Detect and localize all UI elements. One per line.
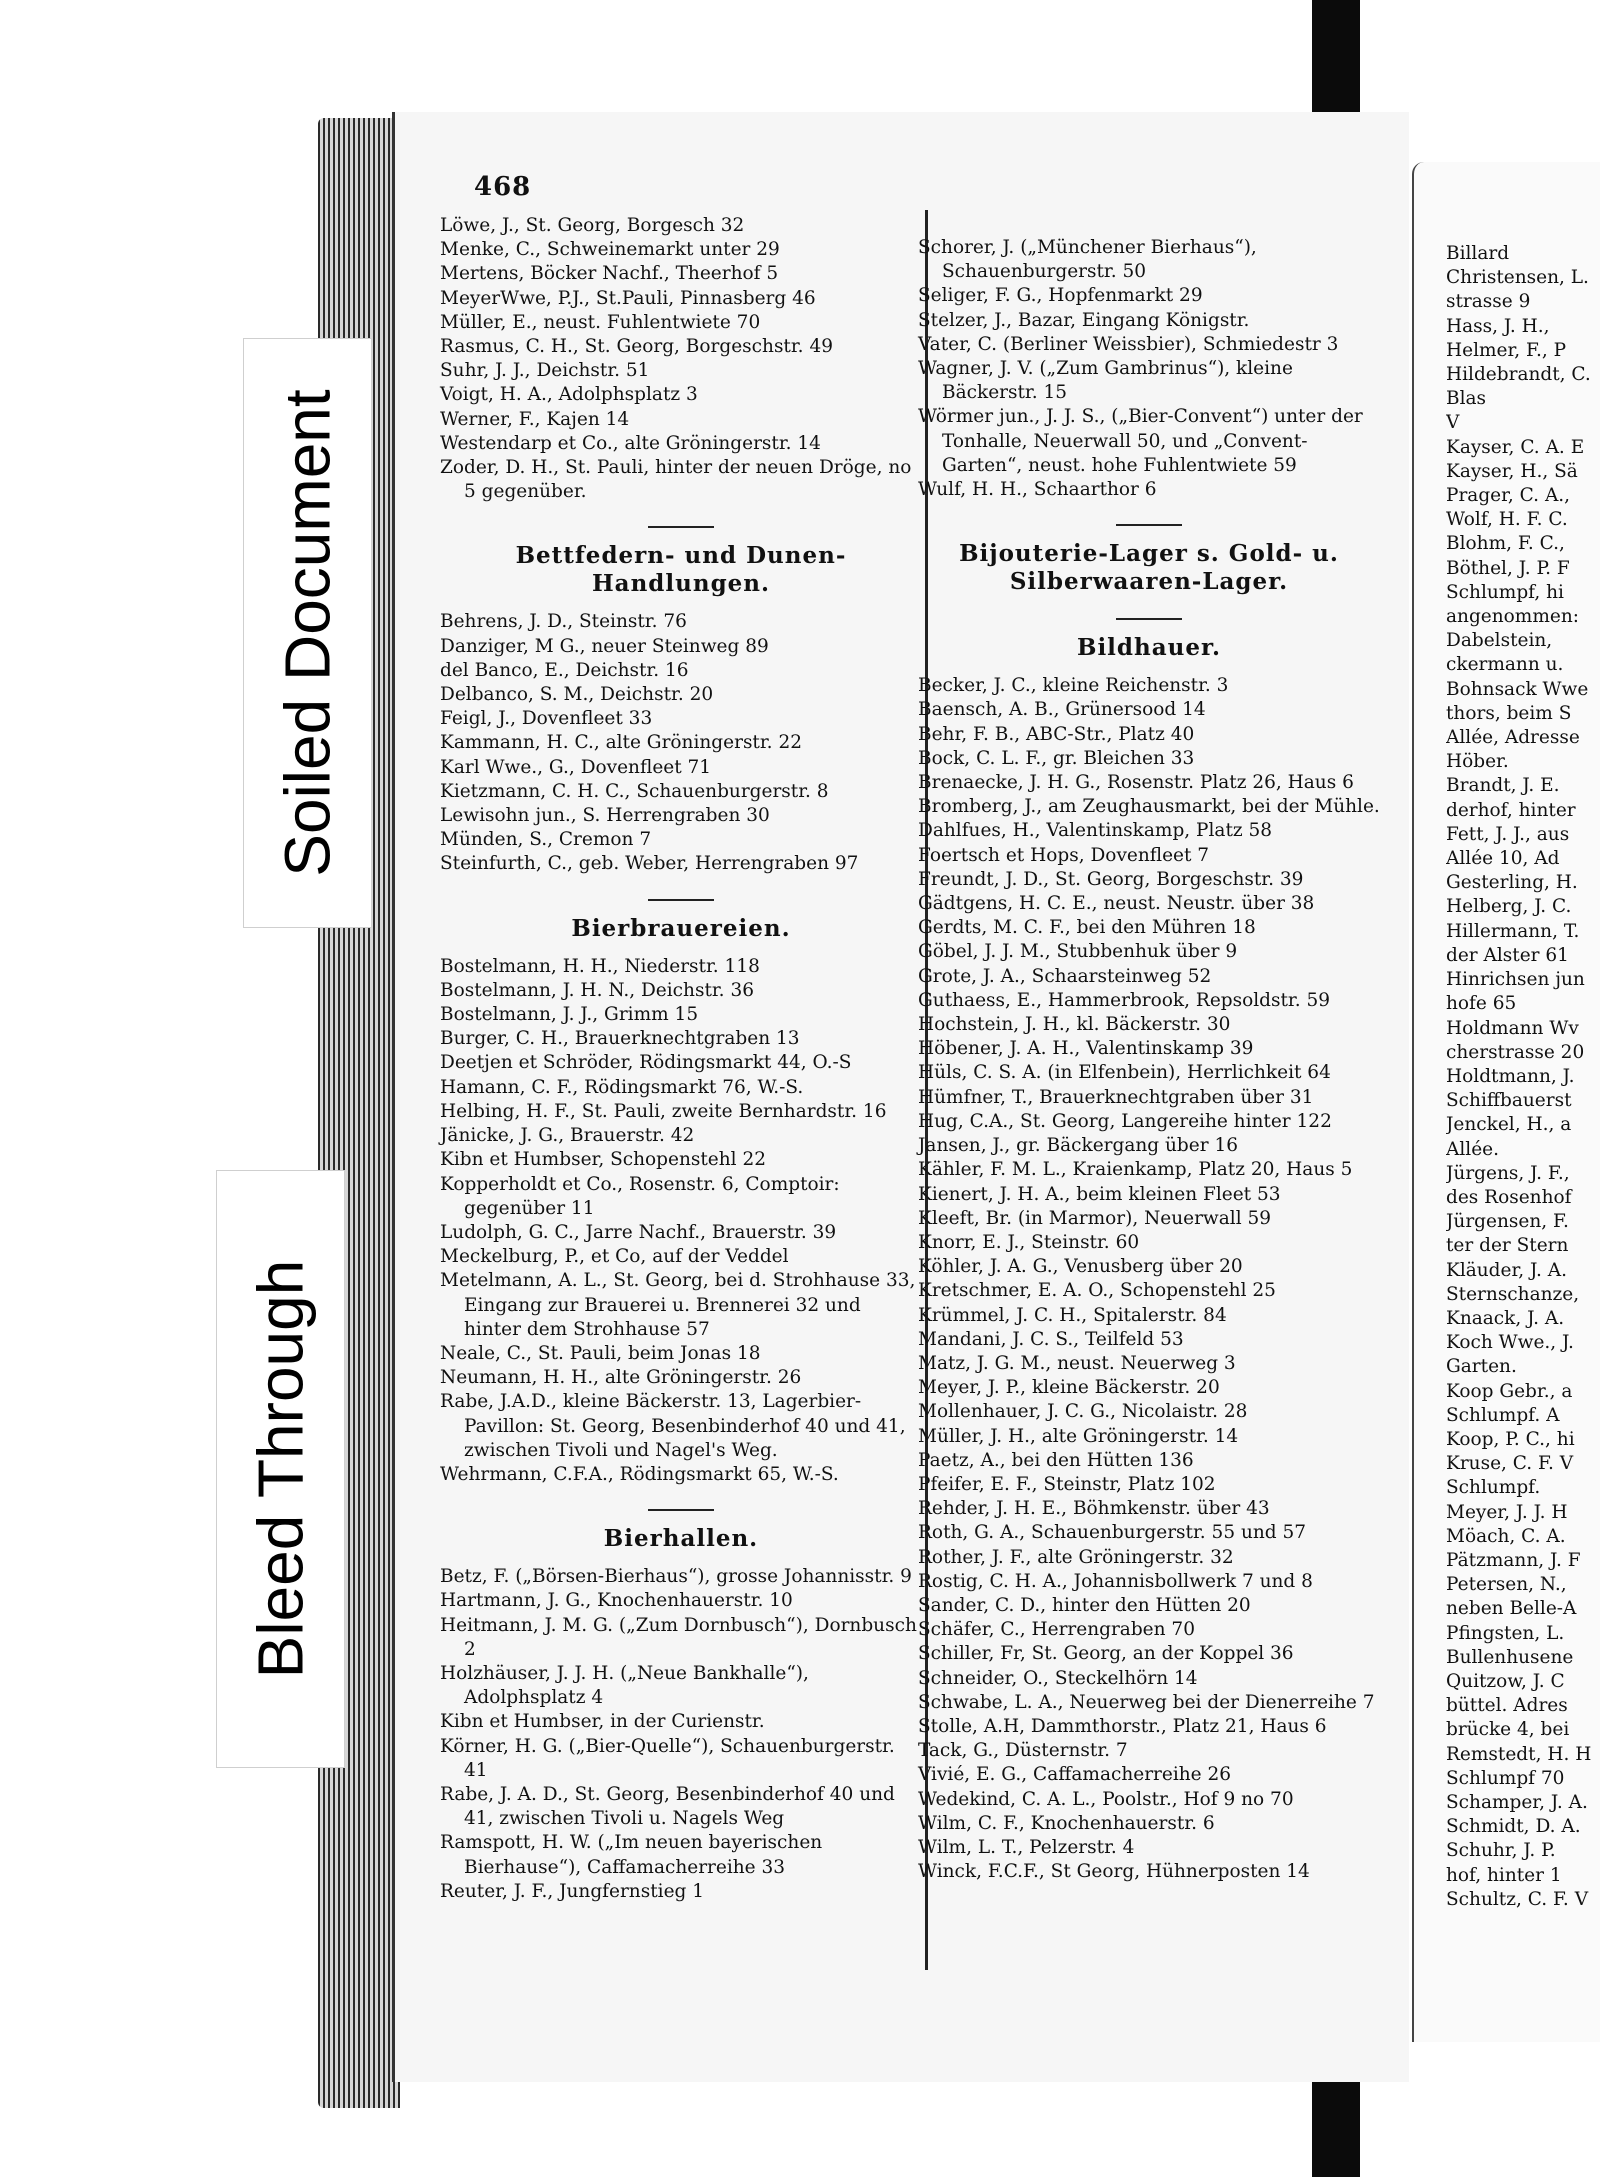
partial-entry-line: Holdmann Wv — [1446, 1017, 1579, 1039]
directory-entry: Jansen, J., gr. Bäckergang über 16 — [918, 1135, 1238, 1157]
directory-entry: Feigl, J., Dovenfleet 33 — [440, 708, 653, 730]
directory-entry: Rostig, C. H. A., Johannisbollwerk 7 und 8 — [918, 1570, 1313, 1592]
partial-entry-line: Hinrichsen jun — [1446, 969, 1585, 991]
soiled-document-label — [243, 338, 372, 928]
partial-entry-line: Hildebrandt, C. — [1446, 364, 1591, 386]
partial-entry-line: Jenckel, H., a — [1446, 1114, 1572, 1136]
directory-entry: Voigt, H. A., Adolphsplatz 3 — [440, 384, 698, 406]
directory-entry: Deetjen et Schröder, Rödingsmarkt 44, O.-S — [440, 1052, 852, 1074]
directory-entry: Schorer, J. („Münchener Bierhaus“), Schauenburgerstr. 50 — [918, 237, 1257, 283]
partial-entry-line: ckermann u. — [1446, 654, 1564, 676]
directory-entry: Krümmel, J. C. H., Spitalerstr. 84 — [918, 1304, 1227, 1326]
directory-entry: Wörmer jun., J. J. S., („Bier-Convent“) unter der Tonhalle, Neuerwall 50, und „Convent-Garten“, neust. hohe Fuhlentwiete 59 — [918, 406, 1363, 476]
directory-entry: Mandani, J. C. S., Teilfeld 53 — [918, 1328, 1184, 1350]
partial-entry-line: Fett, J. J., aus — [1446, 823, 1570, 845]
partial-entry-line: Kayser, C. A. E — [1446, 436, 1585, 458]
directory-entry: Müller, E., neust. Fuhlentwiete 70 — [440, 311, 761, 333]
middle-column — [918, 236, 1380, 1884]
directory-entry: Rabe, J. A. D., St. Georg, Besenbinderhof 40 und 41, zwischen Tivoli u. Nagels Weg — [440, 1783, 895, 1830]
directory-entry: Mertens, Böcker Nachf., Theerhof 5 — [440, 263, 779, 285]
partial-entry-line: des Rosenhof — [1446, 1186, 1572, 1208]
directory-entry: Holzhäuser, J. J. H. („Neue Bankhalle“), Adolphsplatz 4 — [440, 1662, 809, 1709]
partial-entry-line: Bullenhusene — [1446, 1646, 1574, 1668]
directory-entry: Wilm, L. T., Pelzerstr. 4 — [918, 1836, 1135, 1858]
directory-entry: Mollenhauer, J. C. G., Nicolaistr. 28 — [918, 1401, 1248, 1423]
partial-entry-line: Bohnsack Wwe — [1446, 678, 1589, 700]
partial-entry-line: Schuhr, J. P. — [1446, 1840, 1556, 1862]
partial-entry-line: Knaack, J. A. — [1446, 1307, 1565, 1329]
directory-entry: Münden, S., Cremon 7 — [440, 829, 652, 851]
partial-entry-line: Allée. — [1446, 1138, 1499, 1160]
partial-entry-line: Helmer, F., P — [1446, 339, 1567, 361]
partial-entry-line: Helberg, J. C. — [1446, 896, 1572, 918]
directory-entry: Roth, G. A., Schauenburgerstr. 55 und 57 — [918, 1522, 1307, 1544]
directory-entry: Kammann, H. C., alte Gröningerstr. 22 — [440, 732, 802, 754]
directory-entry: Hochstein, J. H., kl. Bäckerstr. 30 — [918, 1014, 1231, 1036]
partial-entry-line: Schamper, J. A. — [1446, 1792, 1588, 1813]
directory-entry: Müller, J. H., alte Gröningerstr. 14 — [918, 1425, 1239, 1447]
partial-entry-line: Holdtmann, J. — [1446, 1065, 1575, 1087]
directory-entry: Bromberg, J., am Zeughausmarkt, bei der Mühle. — [918, 796, 1380, 818]
partial-entry-line: Blohm, F. C., — [1446, 533, 1565, 555]
partial-entry-line: cherstrasse 20 — [1446, 1041, 1585, 1063]
left-top-entries — [440, 214, 922, 504]
directory-entry: Rother, J. F., alte Gröningerstr. 32 — [918, 1546, 1234, 1568]
partial-entry-line: Möach, C. A. — [1446, 1525, 1566, 1547]
partial-entry-line: Kläuder, J. A. — [1446, 1259, 1568, 1281]
directory-entry: Bock, C. L. F., gr. Bleichen 33 — [918, 747, 1195, 769]
directory-entry: Behr, F. B., ABC-Str., Platz 40 — [918, 723, 1195, 745]
partial-entry-line: neben Belle-A — [1446, 1598, 1577, 1620]
directory-entry: Westendarp et Co., alte Gröningerstr. 14 — [440, 432, 821, 454]
directory-entry: Winck, F.C.F., St Georg, Hühnerposten 14 — [918, 1861, 1310, 1883]
section-heading: Bierbrauereien. — [571, 914, 791, 942]
partial-entry-line: Schultz, C. F. V — [1446, 1888, 1589, 1910]
directory-entry: Dahlfues, H., Valentinskamp, Platz 58 — [918, 820, 1273, 842]
partial-entry-line: Pfingsten, L. — [1446, 1622, 1565, 1644]
directory-entry: Wehrmann, C.F.A., Rödingsmarkt 65, W.-S. — [440, 1463, 839, 1485]
directory-entry: Rehder, J. H. E., Böhmkenstr. über 43 — [918, 1498, 1270, 1520]
partial-entry-line: Koop Gebr., a — [1446, 1380, 1573, 1402]
section-rule — [648, 526, 714, 528]
partial-entry-line: Schlumpf. — [1446, 1477, 1541, 1499]
directory-entry: Reuter, J. F., Jungfernstieg 1 — [440, 1880, 705, 1902]
partial-entry-line: angenommen: — [1446, 606, 1579, 628]
directory-entry: Wilm, C. F., Knochenhauerstr. 6 — [918, 1812, 1215, 1834]
directory-entry: Bostelmann, H. H., Niederstr. 118 — [440, 955, 760, 977]
directory-entry: Kibn et Humbser, Schopenstehl 22 — [440, 1149, 767, 1171]
partial-entry-line: Schiffbauerst — [1446, 1090, 1572, 1112]
partial-entry-line: Christensen, L. — [1446, 267, 1589, 289]
directory-entry: Tack, G., Düsternstr. 7 — [918, 1740, 1128, 1762]
partial-entry-line: Jürgensen, F. — [1446, 1211, 1569, 1233]
partial-entry-line: Schmidt, D. A. — [1446, 1816, 1581, 1838]
directory-entry: Meyer, J. P., kleine Bäckerstr. 20 — [918, 1377, 1220, 1399]
directory-entry: Guthaess, E., Hammerbrook, Repsoldstr. 59 — [918, 989, 1331, 1011]
partial-entry-line: Hass, J. H., — [1446, 315, 1550, 337]
directory-entry: Becker, J. C., kleine Reichenstr. 3 — [918, 675, 1229, 697]
directory-entry: Pfeifer, E. F., Steinstr, Platz 102 — [918, 1473, 1216, 1495]
directory-entry: MeyerWwe, P.J., St.Pauli, Pinnasberg 46 — [440, 287, 816, 309]
directory-entry: Suhr, J. J., Deichstr. 51 — [440, 360, 650, 382]
directory-entry: Werner, F., Kajen 14 — [440, 408, 630, 430]
partial-entry-line: Kayser, H., Sä — [1446, 460, 1578, 482]
directory-entry: Brenaecke, J. H. G., Rosenstr. Platz 26, Haus 6 — [918, 772, 1354, 794]
directory-entry: Körner, H. G. („Bier-Quelle“), Schauenburgerstr. 41 — [440, 1735, 895, 1781]
directory-entry: Steinfurth, C., geb. Weber, Herrengraben 97 — [440, 853, 859, 875]
directory-entry: Kienert, J. H. A., beim kleinen Fleet 53 — [918, 1183, 1281, 1205]
directory-entry: Ludolph, G. C., Jarre Nachf., Brauerstr. 39 — [440, 1221, 837, 1243]
section-rule — [1116, 618, 1182, 620]
right-column-lines — [1446, 242, 1600, 1912]
directory-entry: Schneider, O., Steckelhörn 14 — [918, 1667, 1198, 1689]
directory-entry: Löwe, J., St. Georg, Borgesch 32 — [440, 215, 745, 236]
section-heading: Bierhallen. — [603, 1525, 759, 1553]
partial-entry-line: Schlumpf. A — [1446, 1404, 1560, 1426]
section-heading: Bildhauer. — [1077, 634, 1221, 662]
directory-entry: Freundt, J. D., St. Georg, Borgeschstr. 39 — [918, 868, 1304, 890]
left-sections — [440, 526, 922, 1904]
partial-entry-line: Kruse, C. F. V — [1446, 1453, 1574, 1475]
directory-entry: Höbener, J. A. H., Valentinskamp 39 — [918, 1038, 1254, 1060]
bleed-through-label — [216, 1170, 345, 1768]
directory-entry: Betz, F. („Börsen-Bierhaus“), grosse Johannisstr. 9 — [440, 1566, 912, 1588]
directory-entry: Hümfner, T., Brauerknechtgraben über 31 — [918, 1086, 1314, 1108]
partial-entry-line: Prager, C. A., — [1446, 485, 1571, 507]
directory-entry: Metelmann, A. L., St. Georg, bei d. Strohhause 33, Eingang zur Brauerei u. Brennerei 32 und hinter dem Strohhause 57 — [440, 1270, 916, 1340]
directory-entry: Bostelmann, J. H. N., Deichstr. 36 — [440, 979, 754, 1001]
directory-entry: Kleeft, Br. (in Marmor), Neuerwall 59 — [918, 1207, 1272, 1229]
directory-entry: Sander, C. D., hinter den Hütten 20 — [918, 1594, 1251, 1616]
partial-entry-line: büttel. Adres — [1446, 1695, 1568, 1717]
directory-entry: Lewisohn jun., S. Herrengraben 30 — [440, 805, 770, 827]
partial-entry-line: ter der Stern — [1446, 1235, 1569, 1257]
directory-entry: Vater, C. (Berliner Weissbier), Schmiedestr 3 — [918, 333, 1339, 355]
directory-entry: Danziger, M G., neuer Steinweg 89 — [440, 635, 769, 657]
section-heading: Bettfedern- und Dunen-Handlungen. — [515, 542, 847, 598]
directory-entry: Zoder, D. H., St. Pauli, hinter der neuen Dröge, no 5 gegenüber. — [440, 457, 912, 503]
partial-entry-line: Brandt, J. E. — [1446, 775, 1560, 797]
directory-entry: Hüls, C. S. A. (in Elfenbein), Herrlichkeit 64 — [918, 1062, 1331, 1084]
partial-entry-line: hofe 65 — [1446, 993, 1517, 1015]
directory-entry: Grote, J. A., Schaarsteinweg 52 — [918, 965, 1212, 987]
directory-entry: Paetz, A., bei den Hütten 136 — [918, 1449, 1194, 1471]
directory-entry: Rasmus, C. H., St. Georg, Borgeschstr. 49 — [440, 336, 833, 358]
directory-entry: Neale, C., St. Pauli, beim Jonas 18 — [440, 1342, 761, 1364]
directory-entry: Hamann, C. F., Rödingsmarkt 76, W.-S. — [440, 1076, 804, 1098]
partial-entry-line: Quitzow, J. C — [1446, 1670, 1565, 1692]
section-rule — [648, 899, 714, 901]
directory-entry: Burger, C. H., Brauerknechtgraben 13 — [440, 1028, 800, 1050]
partial-entry-line: Schlumpf, hi — [1446, 581, 1564, 603]
directory-entry: Menke, C., Schweinemarkt unter 29 — [440, 239, 780, 261]
directory-entry: Kretschmer, E. A. O., Schopenstehl 25 — [918, 1280, 1276, 1302]
partial-entry-line: Allée 10, Ad — [1446, 848, 1560, 870]
directory-entry: Heitmann, J. M. G. („Zum Dornbusch“), Dornbusch 2 — [440, 1614, 917, 1660]
directory-entry: Wedekind, C. A. L., Poolstr., Hof 9 no 70 — [918, 1788, 1294, 1810]
directory-entry: Knorr, E. J., Steinstr. 60 — [918, 1231, 1140, 1253]
section-heading: Bijouterie-Lager s. Gold- u. Silberwaaren-Lager. — [959, 540, 1339, 596]
partial-entry-line: thors, beim S — [1446, 702, 1572, 724]
directory-entry: Kietzmann, C. H. C., Schauenburgerstr. 8 — [440, 780, 829, 802]
section-rule — [648, 1509, 714, 1511]
directory-entry: Meckelburg, P., et Co, auf der Veddel — [440, 1246, 789, 1268]
partial-entry-line: Jürgens, J. F., — [1446, 1162, 1570, 1184]
directory-entry: Delbanco, S. M., Deichstr. 20 — [440, 684, 714, 706]
directory-entry: Kopperholdt et Co., Rosenstr. 6, Comptoir: gegenüber 11 — [440, 1173, 840, 1219]
partial-entry-line: der Alster 61 — [1446, 944, 1569, 966]
partial-entry-line: Schlumpf 70 — [1446, 1767, 1565, 1789]
directory-entry: del Banco, E., Deichstr. 16 — [440, 659, 689, 681]
partial-entry-line: Garten. — [1446, 1356, 1517, 1378]
directory-entry: Gädtgens, H. C. E., neust. Neustr. über 38 — [918, 893, 1315, 915]
partial-entry-line: Hillermann, T. — [1446, 920, 1580, 942]
directory-entry: Ramspott, H. W. („Im neuen bayerischen Bierhause“), Caffamacherreihe 33 — [440, 1832, 823, 1878]
partial-entry-line: Gesterling, H. — [1446, 872, 1578, 894]
directory-entry: Foertsch et Hops, Dovenfleet 7 — [918, 844, 1210, 866]
partial-entry-line: Billard — [1446, 243, 1510, 264]
partial-entry-line: Koop, P. C., hi — [1446, 1428, 1575, 1450]
directory-entry: Vivié, E. G., Caffamacherreihe 26 — [918, 1764, 1232, 1786]
partial-entry-line: Pätzmann, J. F — [1446, 1549, 1581, 1571]
partial-entry-line: strasse 9 — [1446, 291, 1531, 313]
right-column-partial — [1446, 242, 1600, 1912]
partial-entry-line: Höber. — [1446, 751, 1509, 773]
directory-entry: Gerdts, M. C. F., bei den Mühren 18 — [918, 917, 1256, 939]
directory-entry: Köhler, J. A. G., Venusberg über 20 — [918, 1256, 1243, 1278]
directory-entry: Baensch, A. B., Grünersood 14 — [918, 699, 1206, 721]
page-number: 468 — [474, 172, 532, 202]
directory-entry: Wagner, J. V. („Zum Gambrinus“), kleine Bäckerstr. 15 — [918, 358, 1293, 404]
partial-entry-line: Böthel, J. P. F — [1446, 557, 1570, 579]
directory-entry: Behrens, J. D., Steinstr. 76 — [440, 611, 687, 633]
directory-entry: Schäfer, C., Herrengraben 70 — [918, 1619, 1195, 1641]
partial-entry-line: Blas — [1446, 388, 1487, 410]
bleed-through-label-text: Bleed Through — [244, 1259, 317, 1679]
directory-entry: Matz, J. G. M., neust. Neuerweg 3 — [918, 1352, 1236, 1374]
directory-entry: Wulf, H. H., Schaarthor 6 — [918, 479, 1157, 501]
directory-entry: Stelzer, J., Bazar, Eingang Königstr. — [918, 309, 1250, 331]
partial-entry-line: hof, hinter 1 — [1446, 1864, 1562, 1886]
partial-entry-line: derhof, hinter — [1446, 799, 1576, 821]
partial-entry-line: V — [1446, 412, 1460, 434]
directory-entry: Hartmann, J. G., Knochenhauerstr. 10 — [440, 1590, 793, 1612]
directory-entry: Schiller, Fr, St. Georg, an der Koppel 36 — [918, 1643, 1294, 1665]
soiled-document-label-text: Soiled Document — [271, 389, 344, 877]
middle-top-entries — [918, 236, 1380, 502]
partial-entry-line: Allée, Adresse — [1446, 727, 1580, 749]
directory-entry: Seliger, F. G., Hopfenmarkt 29 — [918, 285, 1203, 307]
directory-entry: Schwabe, L. A., Neuerweg bei der Dienerreihe 7 — [918, 1691, 1375, 1713]
directory-entry: Jänicke, J. G., Brauerstr. 42 — [440, 1125, 695, 1147]
middle-sections — [918, 524, 1380, 1884]
directory-entry: Helbing, H. F., St. Pauli, zweite Bernhardstr. 16 — [440, 1100, 887, 1122]
directory-entry: Stolle, A.H, Dammthorstr., Platz 21, Haus 6 — [918, 1715, 1327, 1737]
partial-entry-line: Remstedt, H. H — [1446, 1743, 1592, 1765]
section-rule — [1116, 524, 1182, 526]
partial-entry-line: Dabelstein, — [1446, 630, 1553, 652]
partial-entry-line: Wolf, H. F. C. — [1446, 509, 1568, 531]
partial-entry-line: Koch Wwe., J. — [1446, 1332, 1574, 1354]
left-column — [440, 214, 922, 1904]
directory-entry: Bostelmann, J. J., Grimm 15 — [440, 1004, 699, 1026]
directory-entry: Karl Wwe., G., Dovenfleet 71 — [440, 756, 712, 778]
directory-entry: Rabe, J.A.D., kleine Bäckerstr. 13, Lagerbier-Pavillon: St. Georg, Besenbinderhof 40 und 41, zwischen Tivoli und Nagel's Weg. — [440, 1391, 906, 1461]
partial-entry-line: Sternschanze, — [1446, 1283, 1580, 1305]
directory-entry: Kähler, F. M. L., Kraienkamp, Platz 20, Haus 5 — [918, 1159, 1353, 1181]
partial-entry-line: brücke 4, bei — [1446, 1719, 1570, 1741]
partial-entry-line: Meyer, J. J. H — [1446, 1501, 1568, 1523]
directory-entry: Kibn et Humbser, in der Curienstr. — [440, 1711, 765, 1733]
directory-entry: Hug, C.A., St. Georg, Langereihe hinter 122 — [918, 1110, 1332, 1132]
directory-entry: Göbel, J. J. M., Stubbenhuk über 9 — [918, 941, 1238, 963]
directory-entry: Neumann, H. H., alte Gröningerstr. 26 — [440, 1367, 802, 1389]
partial-entry-line: Petersen, N., — [1446, 1574, 1567, 1596]
